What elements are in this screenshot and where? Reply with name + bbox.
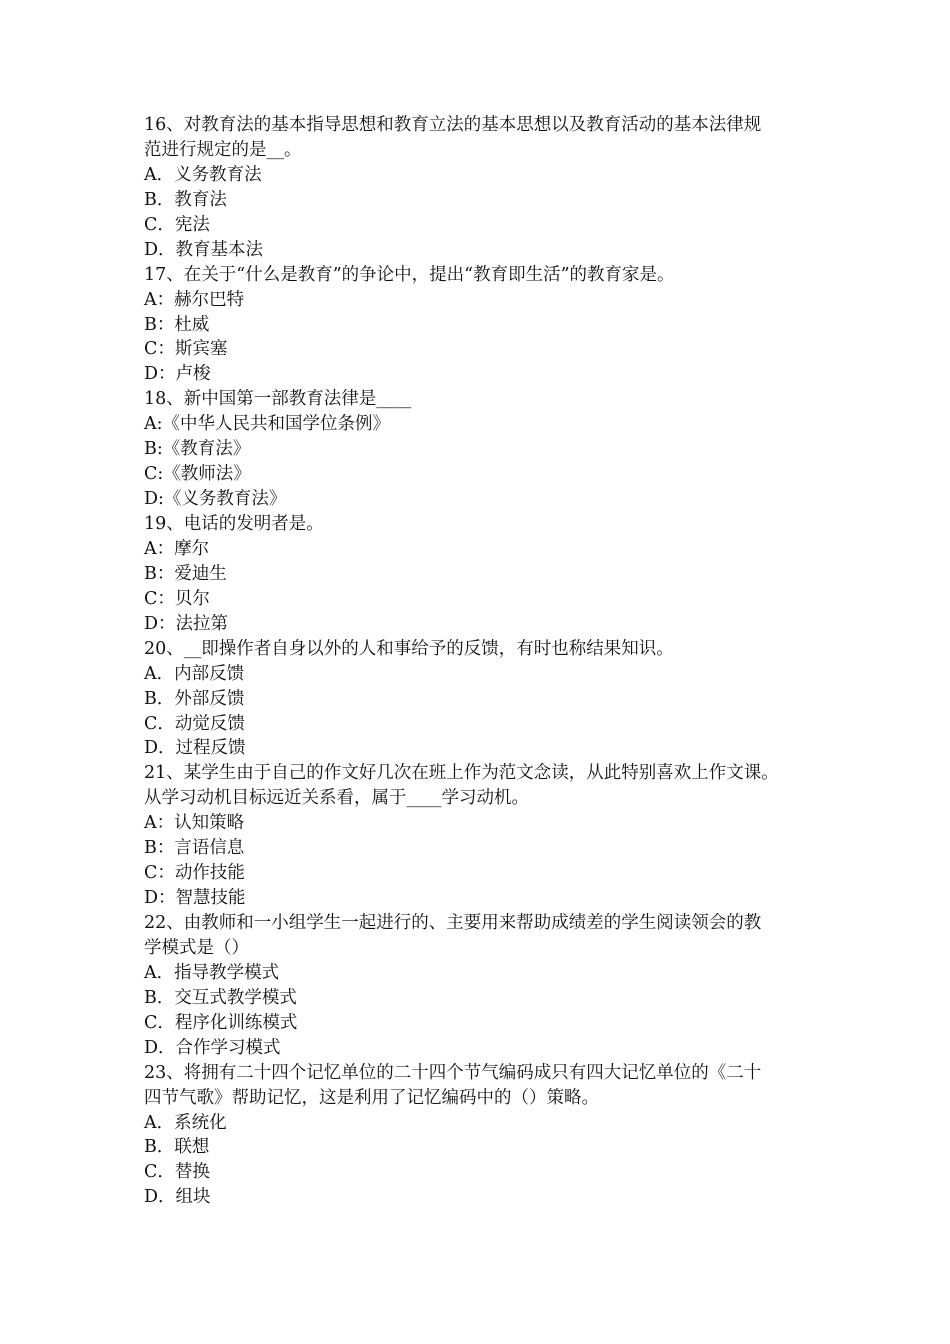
question-18-option-c: C:《教师法》 [144,464,251,485]
question-20-option-b: B．外部反馈 [144,688,245,709]
question-22-option-c: C．程序化训练模式 [144,1012,298,1033]
question-20-option-c: C．动觉反馈 [144,713,245,734]
question-21-option-b: B：言语信息 [144,838,245,859]
question-22-line-2: 学模式是（） [144,937,249,958]
question-21-line-1: 21、某学生由于自己的作文好几次在班上作为范文念读，从此特别喜欢上作文课。 [144,763,779,784]
question-20-stem: 20、__即操作者自身以外的人和事给予的反馈，有时也称结果知识。 [144,638,674,659]
question-21-option-a: A：认知策略 [144,813,245,834]
question-18-stem: 18、新中国第一部教育法律是____ [144,389,412,410]
question-21-option-c: C：动作技能 [144,863,245,884]
question-18-option-a: A:《中华人民共和国学位条例》 [144,414,391,435]
question-23-option-b: B．联想 [144,1137,210,1158]
question-19-option-b: B：爱迪生 [144,563,227,584]
question-18-option-b: B:《教育法》 [144,439,251,460]
question-17-option-d: D：卢梭 [144,364,211,385]
question-16-option-b: B．教育法 [144,189,227,210]
question-23-line-1: 23、将拥有二十四个记忆单位的二十四个节气编码成只有四大记忆单位的《二十 [144,1062,762,1083]
question-22-option-b: B．交互式教学模式 [144,987,297,1008]
question-16-option-a: A．义务教育法 [144,164,262,185]
question-16-line-1: 16、对教育法的基本指导思想和教育立法的基本思想以及教育活动的基本法律规 [144,115,762,135]
question-19-option-a: A：摩尔 [144,538,210,559]
question-18-option-d: D:《义务教育法》 [144,489,287,510]
question-23-option-d: D．组块 [144,1187,211,1208]
question-19-option-c: C：贝尔 [144,588,210,609]
question-21-line-2: 从学习动机目标远近关系看，属于____学习动机。 [144,788,529,809]
question-22-option-a: A．指导教学模式 [144,962,280,983]
question-22-line-1: 22、由教师和一小组学生一起进行的、主要用来帮助成绩差的学生阅读领会的教 [144,913,762,933]
document-page [144,113,814,1210]
question-16-option-d: D．教育基本法 [144,239,264,260]
question-21-option-d: D：智慧技能 [144,888,246,909]
question-17-option-c: C：斯宾塞 [144,339,228,360]
question-23-line-2: 四节气歌》帮助记忆，这是利用了记忆编码中的（）策略。 [144,1087,599,1108]
question-23-option-c: C．替换 [144,1162,210,1183]
question-16-option-c: C．宪法 [144,214,210,235]
question-17-stem: 17、在关于“什么是教育”的争论中，提出“教育即生活”的教育家是。 [144,264,675,285]
question-19-option-d: D：法拉第 [144,613,229,634]
question-17-option-b: B：杜威 [144,314,210,335]
question-16-line-2: 范进行规定的是__。 [144,139,302,160]
question-20-option-a: A．内部反馈 [144,663,245,684]
question-17-option-a: A：赫尔巴特 [144,289,245,310]
question-19-stem: 19、电话的发明者是。 [144,514,324,534]
question-20-option-d: D．过程反馈 [144,738,246,759]
question-22-option-d: D．合作学习模式 [144,1037,281,1058]
question-23-option-a: A．系统化 [144,1112,227,1133]
